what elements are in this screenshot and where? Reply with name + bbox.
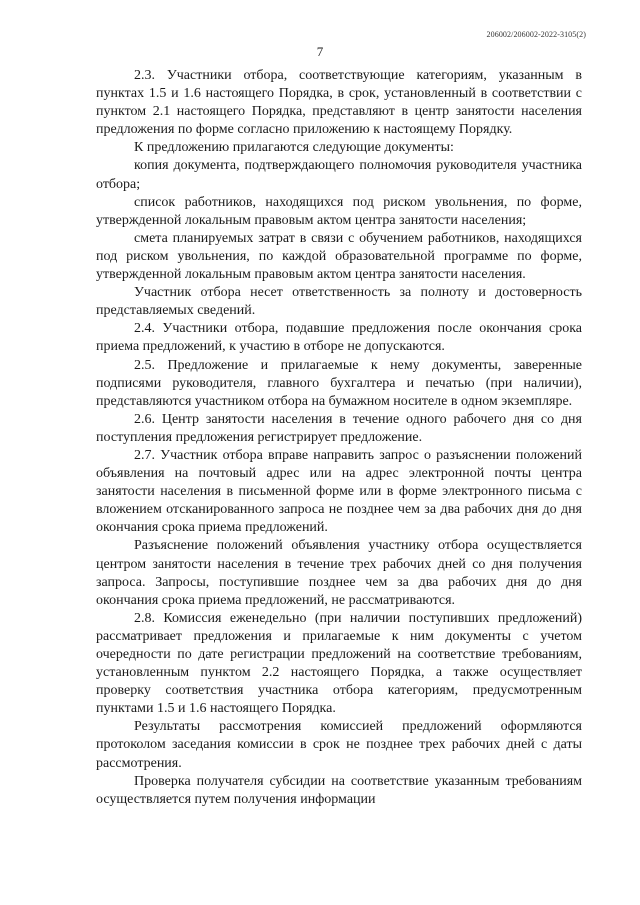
paragraph-2-7: 2.7. Участник отбора вправе направить запрос о разъяснении положений объявления на почтовый адрес или на адрес электронной почты центра занятости населения в письменной форме или в форме электронного письма с вложением отсканированного запроса не позднее чем за два рабочих дня до дня окончания срока приема предложений.	[96, 447, 582, 536]
document-code: 206002/206002-2022-3105(2)	[486, 30, 586, 39]
paragraph-clarification: Разъяснение положений объявления участнику отбора осуществляется центром занятости населения в течение трех рабочих дней со дня получения запроса. Запросы, поступившие позднее чем за два рабочих дня до дня окончания срока приема предложений, не рассматриваются.	[96, 538, 582, 608]
paragraph-results: Результаты рассмотрения комиссией предложений оформляются протоколом заседания комиссии в срок не позднее трех рабочих дней с даты рассмотрения.	[96, 719, 582, 771]
paragraph-attachment-list: список работников, находящихся под риском увольнения, по форме, утвержденной локальным правовым актом центра занятости населения;	[96, 194, 582, 228]
page-number: 7	[316, 44, 324, 59]
paragraph-verification: Проверка получателя субсидии на соответствие указанным требованиям осуществляется путем получения информации	[96, 773, 582, 807]
paragraph-2-4: 2.4. Участники отбора, подавшие предложения после окончания срока приема предложений, к участию в отборе не допускаются.	[96, 321, 582, 355]
paragraph-attachment-estimate: смета планируемых затрат в связи с обучением работников, находящихся под риском увольнения, по каждой образовательной программе по форме, утвержденной локальным правовым актом центра занятости населения.	[96, 230, 582, 283]
paragraph-2-5: 2.5. Предложение и прилагаемые к нему документы, заверенные подписями руководителя, главного бухгалтера и печатью (при наличии), представляются участником отбора на бумажном носителе в одном экземпляре.	[96, 357, 582, 409]
paragraph-attachments-intro: К предложению прилагаются следующие документы:	[134, 140, 454, 156]
document-body	[96, 67, 582, 809]
paragraph-2-8: 2.8. Комиссия еженедельно (при наличии поступивших предложений) рассматривает предложения и прилагаемые к ним документы с учетом очередности по дате регистрации предложений на соответствие требованиям, установленным пунктом 2.2 настоящего Порядка, а также осуществляет проверку соответствия участника отбора категориям, предусмотренным пунктами 1.5 и 1.6 настоящего Порядка.	[96, 610, 582, 717]
paragraph-2-6: 2.6. Центр занятости населения в течение одного рабочего дня со дня поступления предложения регистрирует предложение.	[96, 411, 582, 445]
paragraph-2-3: 2.3. Участники отбора, соответствующие категориям, указанным в пунктах 1.5 и 1.6 настоящего Порядка, в срок, установленный в соответствии с пунктом 2.1 настоящего Порядка, представляют в центр занятости населения предложения по форме согласно приложению к настоящему Порядку.	[96, 68, 582, 138]
paragraph-attachment-copy: копия документа, подтверждающего полномочия руководителя участника отбора;	[96, 158, 582, 192]
paragraph-responsibility: Участник отбора несет ответственность за полноту и достоверность представляемых сведений.	[96, 285, 582, 319]
